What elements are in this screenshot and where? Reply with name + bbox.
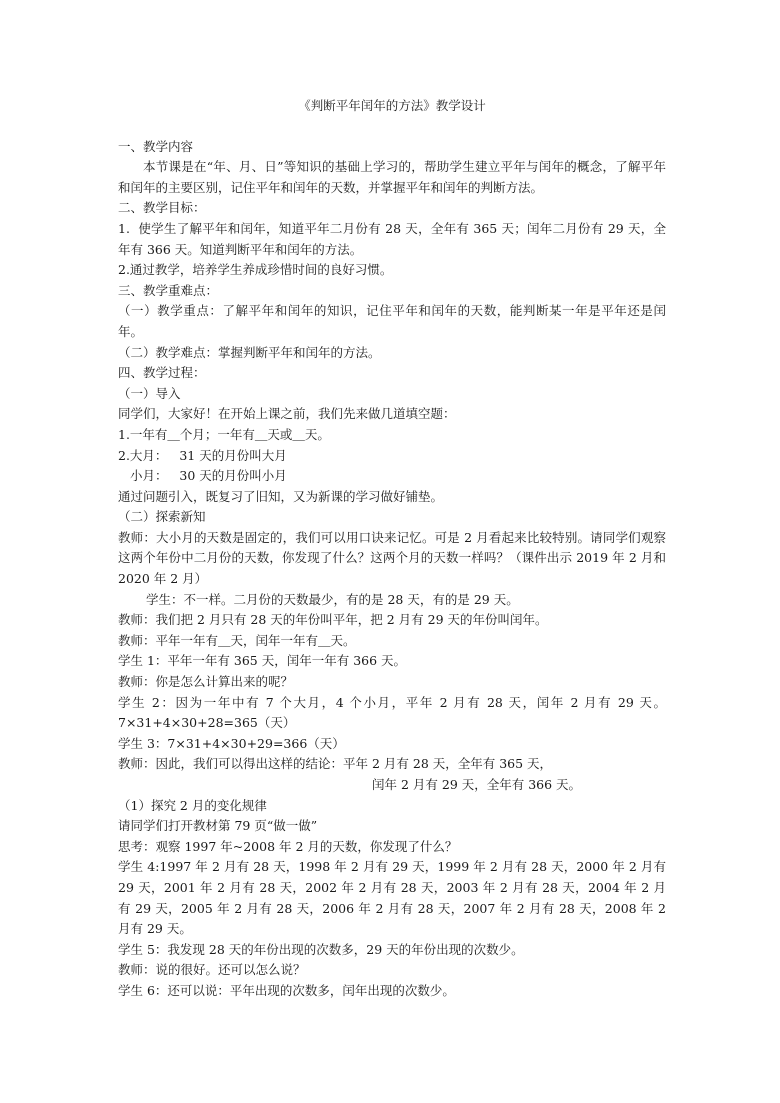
paragraph: 学生：不一样。二月份的天数最少，有的是 28 天，有的是 29 天。 <box>146 591 519 607</box>
paragraph: 学生 5：我发现 28 天的年份出现的次数多，29 天的年份出现的次数少。 <box>118 941 524 957</box>
paragraph: 学生 3：7×31+4×30+29=366（天） <box>118 735 345 751</box>
paragraph: 学生 6：还可以说：平年出现的次数多，闰年出现的次数少。 <box>118 982 455 998</box>
paragraph: 小月： 30 天的月份叫小月 <box>130 468 287 484</box>
paragraph: （一）导入 <box>118 385 181 401</box>
document-title: 《判断平年闰年的方法》教学设计 <box>298 98 486 113</box>
paragraph: （1）探究 2 月的变化规律 <box>118 797 267 813</box>
document-body <box>118 137 670 1002</box>
paragraph: 一、教学内容 <box>118 138 194 154</box>
document-page <box>118 96 670 1002</box>
paragraph: 1. 使学生了解平年和闰年，知道平年二月份有 28 天，全年有 365 天；闰年二月份有 29 天，全年有 366 天。知道判断平年和闰年的方法。 <box>118 220 666 257</box>
paragraph: 教师：我们把 2 月只有 28 天的年份叫平年，把 2 月有 29 天的年份叫闰年。 <box>118 612 548 628</box>
paragraph: 本节课是在“年、月、日”等知识的基础上学习的，帮助学生建立平年与闰年的概念，了解平年和闰年的主要区别，记住平年和闰年的天数，并掌握平年和闰年的判断方法。 <box>118 159 666 195</box>
paragraph: 教师：平年一年有＿天，闰年一年有＿天。 <box>118 632 356 648</box>
paragraph: 学生 4:1997 年 2 月有 28 天，1998 年 2 月有 29 天，1999 年 2 月有 28 天，2000 年 2 月有 29 天，2001 年 2 月有 28 天，2002 年 2 月有 28 天，2003 年 2 月有 28 天，2004 年 2 月有 29 天，2005 年 2 月有 28 天，2006 年 2 月有 28 天，2007 年 2 月有 28 天，2008 年 2 月有 29 天。 <box>118 859 670 937</box>
paragraph: 教师：你是怎么计算出来的呢？ <box>118 674 294 690</box>
paragraph: 二、教学目标： <box>118 200 206 216</box>
paragraph: 四、教学过程： <box>118 365 206 381</box>
paragraph: 教师：大小月的天数是固定的，我们可以用口诀来记忆。可是 2 月看起来比较特别。请同学们观察这两个年份中二月份的天数，你发现了什么？这两个月的天数一样吗？（课件出示 2019 年 2 月和 2020 年 2 月） <box>118 529 670 587</box>
paragraph: 请同学们打开教材第 79 页“做一做” <box>118 818 318 834</box>
paragraph: （一）教学重点：了解平年和闰年的知识，记住平年和闰年的天数，能判断某一年是平年还是闰年。 <box>118 303 666 339</box>
paragraph: 2.大月： 31 天的月份叫大月 <box>118 447 287 463</box>
paragraph: 教师：因此，我们可以得出这样的结论：平年 2 月有 28 天，全年有 365 天， <box>118 756 553 772</box>
paragraph: （二）教学难点：掌握判断平年和闰年的方法。 <box>118 344 381 360</box>
paragraph: 2.通过教学，培养学生养成珍惜时间的良好习惯。 <box>118 262 393 278</box>
paragraph: 思考：观察 1997 年~2008 年 2 月的天数，你发现了什么？ <box>118 838 458 854</box>
paragraph: 1.一年有＿个月；一年有＿天或＿天。 <box>118 426 330 442</box>
paragraph: 通过问题引入，既复习了旧知，又为新课的学习做好铺垫。 <box>118 488 444 504</box>
paragraph: 闰年 2 月有 29 天，全年有 366 天。 <box>372 777 582 792</box>
paragraph: 教师：说的很好。还可以怎么说？ <box>118 962 306 978</box>
paragraph: 学生 2：因为一年中有 7 个大月，4 个小月，平年 2 月有 28 天，闰年 2 月有 29 天。7×31+4×30+28=365（天） <box>118 694 666 731</box>
paragraph: （二）探索新知 <box>118 509 206 525</box>
paragraph: 学生 1：平年一年有 365 天，闰年一年有 366 天。 <box>118 653 407 669</box>
paragraph: 同学们，大家好！在开始上课之前，我们先来做几道填空题： <box>118 406 456 422</box>
paragraph: 三、教学重难点： <box>118 282 219 298</box>
